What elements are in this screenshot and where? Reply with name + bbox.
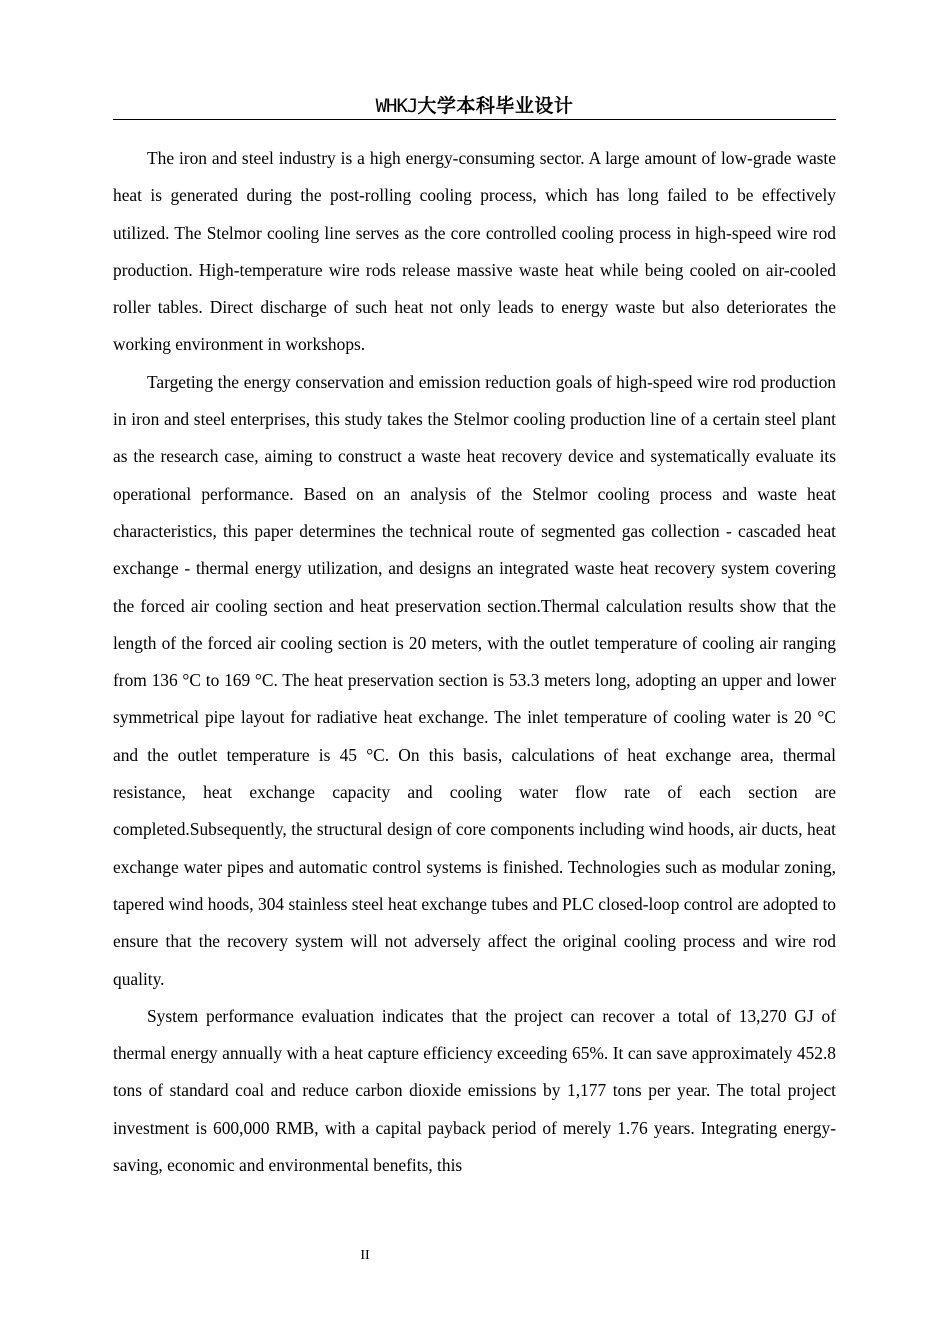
- paragraph-3: System performance evaluation indicates that the project can recover a total of 13,270 GJ of thermal energy annually with a heat capture efficiency exceeding 65%. It can save approximately 452.8 tons of standard coal and reduce carbon dioxide emissions by 1,177 tons per year. The total project investment is 600,000 RMB, with a capital payback period of merely 1.76 years. Integrating energy-saving, economic and environmental benefits, this: [113, 1005, 836, 1176]
- header-latin-text: WHKJ: [375, 95, 418, 117]
- header-chinese-text: 大学本科毕业设计: [417, 95, 574, 117]
- page-number: II: [360, 1248, 370, 1263]
- page-header: [113, 93, 836, 120]
- paragraph-2: Targeting the energy conservation and emission reduction goals of high-speed wire rod production in iron and steel enterprises, this study takes the Stelmor cooling production line of a certain steel plant as the research case, aiming to construct a waste heat recovery device and systematically evaluate its operational performance. Based on an analysis of the Stelmor cooling process and waste heat characteristics, this paper determines the technical route of segmented gas collection - cascaded heat exchange - thermal energy utilization, and designs an integrated waste heat recovery system covering the forced air cooling section and heat preservation section.Thermal calculation results show that the length of the forced air cooling section is 20 meters, with the outlet temperature of cooling air ranging from 136 °C to 169 °C. The heat preservation section is 53.3 meters long, adopting an upper and lower symmetrical pipe layout for radiative heat exchange. The inlet temperature of cooling water is 20 °C and the outlet temperature is 45 °C. On this basis, calculations of heat exchange area, thermal resistance, heat exchange capacity and cooling water flow rate of each section are completed.Subsequently, the structural design of core components including wind hoods, air ducts, heat exchange water pipes and automatic control systems is finished. Technologies such as modular zoning, tapered wind hoods, 304 stainless steel heat exchange tubes and PLC closed-loop control are adopted to ensure that the recovery system will not adversely affect the original cooling process and wire rod quality.: [113, 371, 836, 989]
- abstract-body: [113, 140, 836, 1184]
- paragraph-1: The iron and steel industry is a high energy-consuming sector. A large amount of low-grade waste heat is generated during the post-rolling cooling process, which has long failed to be effectively utilized. The Stelmor cooling line serves as the core controlled cooling process in high-speed wire rod production. High-temperature wire rods release massive waste heat while being cooled on air-cooled roller tables. Direct discharge of such heat not only leads to energy waste but also deteriorates the working environment in workshops.: [113, 148, 836, 355]
